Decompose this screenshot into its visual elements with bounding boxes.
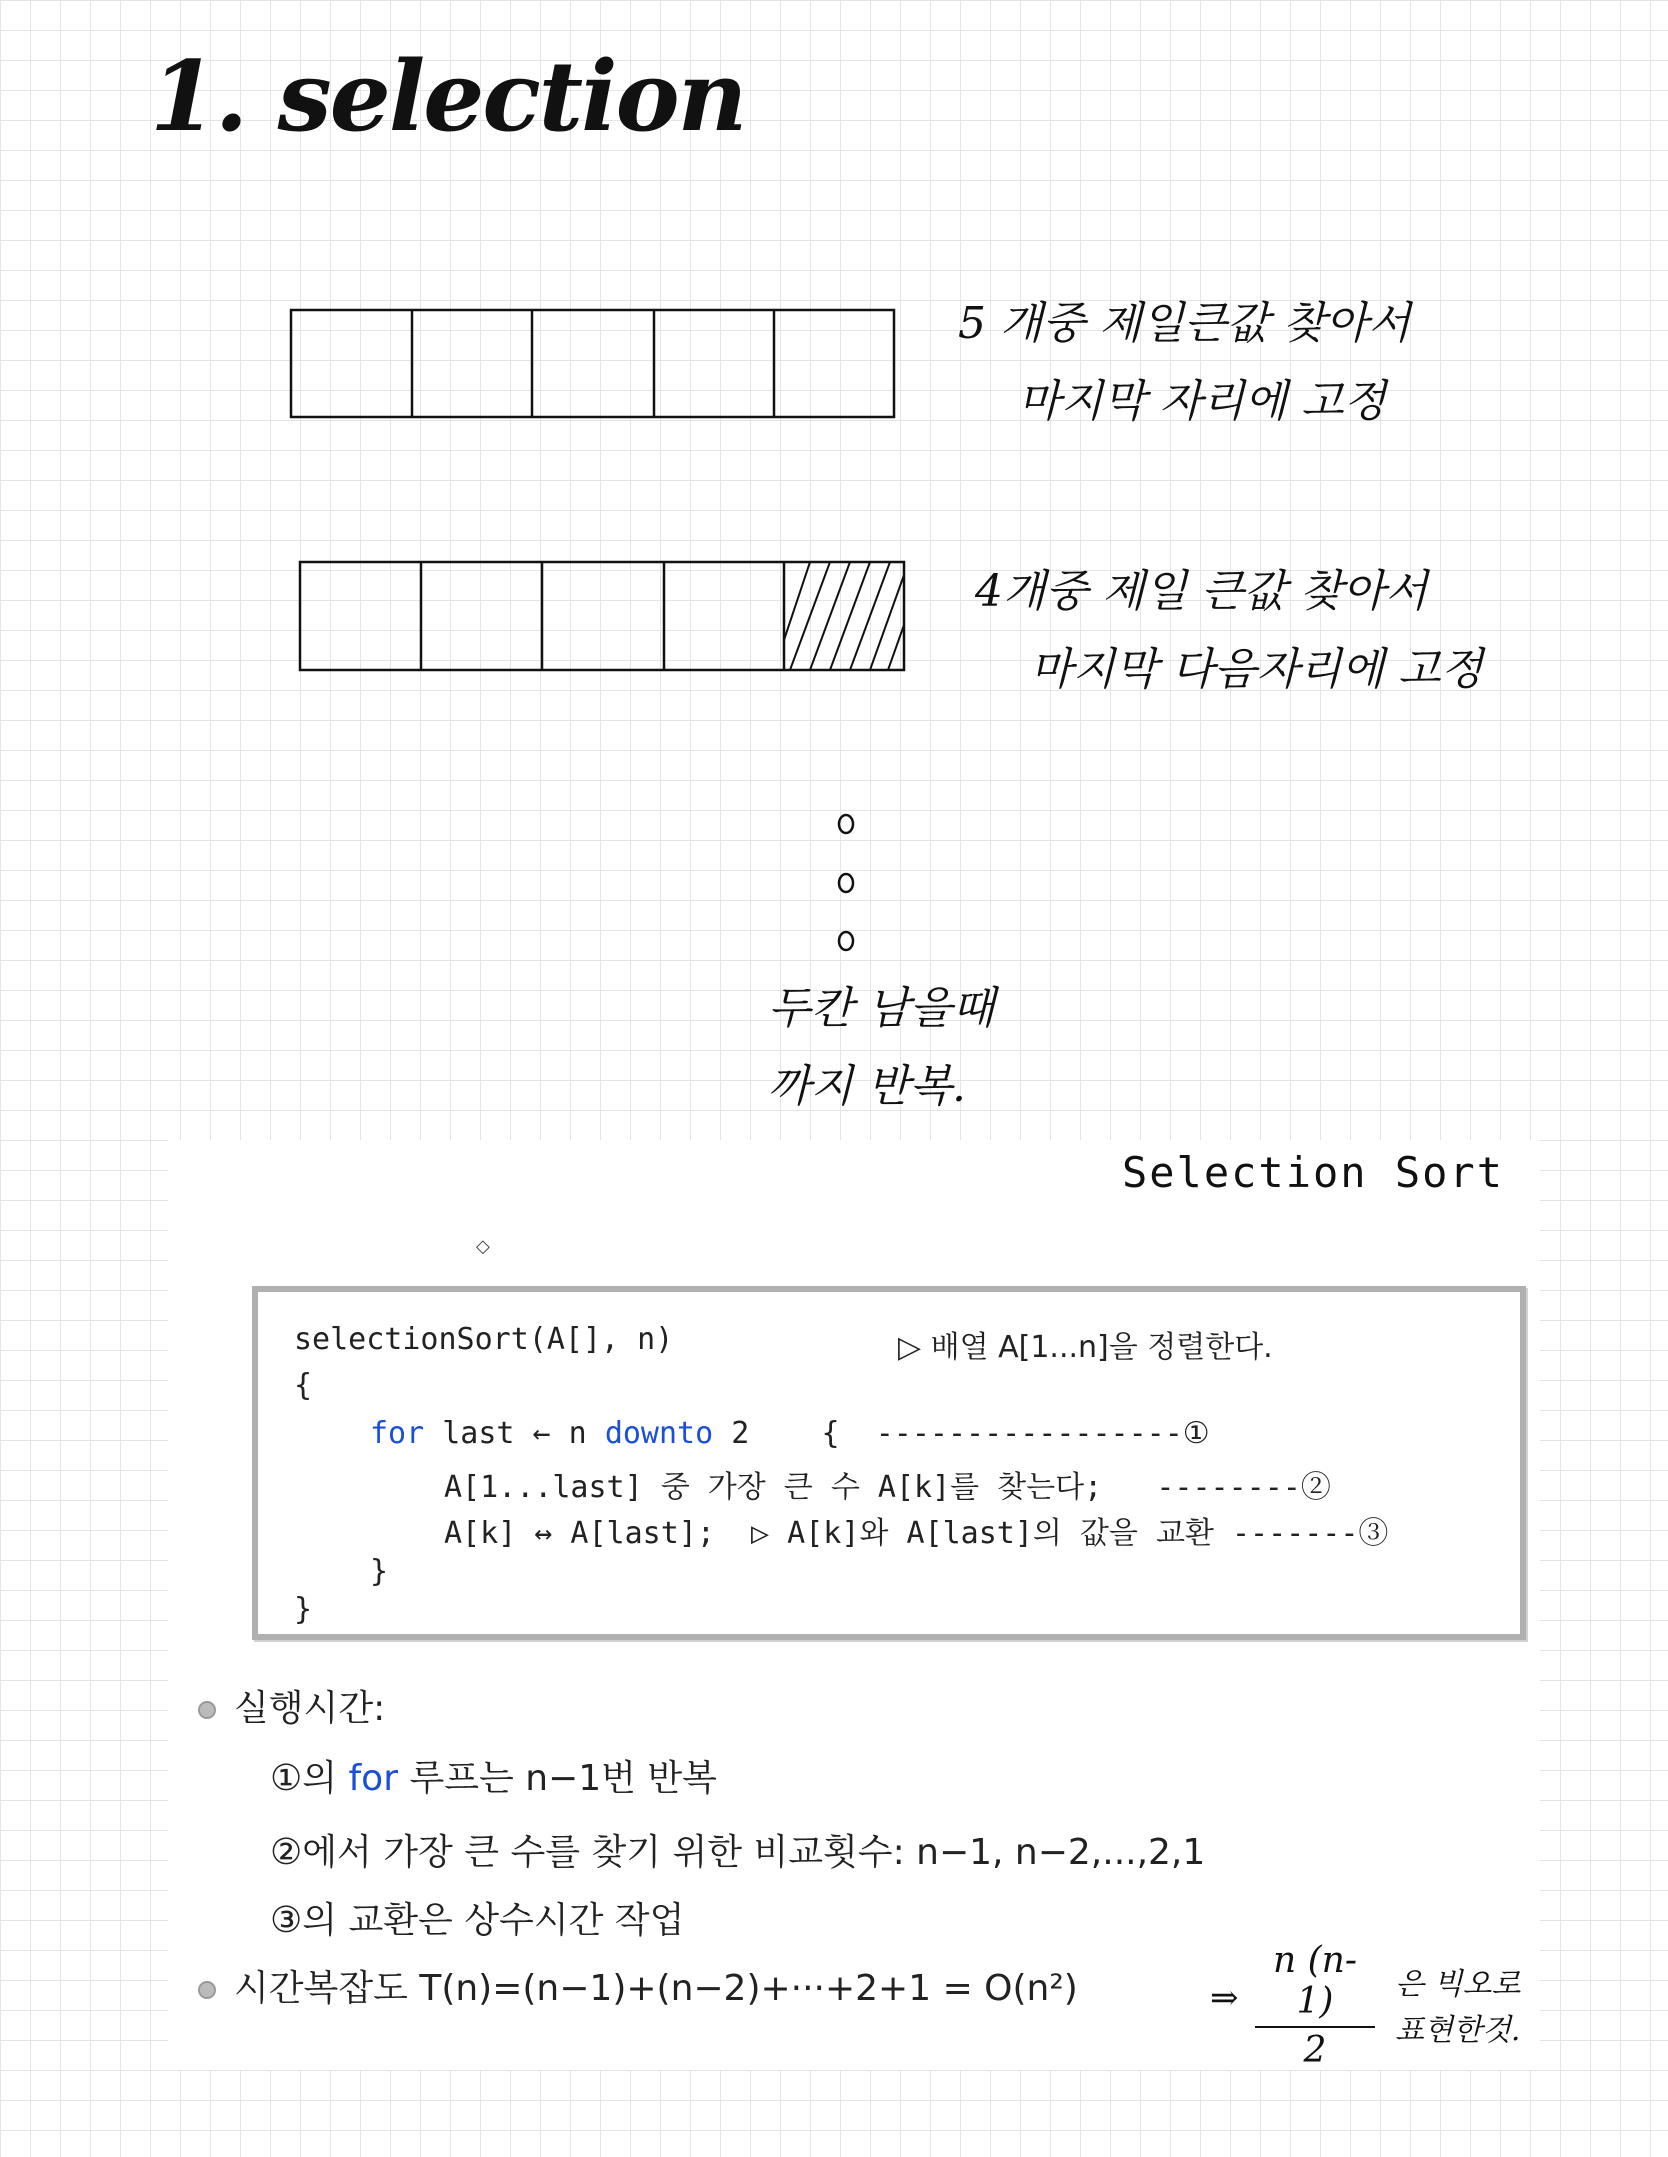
- keyword-for: for: [370, 1416, 425, 1451]
- page-title: 1. selection: [150, 40, 746, 153]
- complexity-text: 시간복잡도 T(n)=(n−1)+(n−2)+···+2+1 = O(n²): [234, 1968, 1078, 2009]
- bullet-icon: [198, 1701, 216, 1719]
- runtime-heading: [198, 1680, 385, 1731]
- keyword-for: for: [348, 1758, 398, 1799]
- code-signature: selectionSort(A[], n): [294, 1322, 674, 1357]
- runtime-text: ①의: [270, 1758, 349, 1799]
- note-find-max-five: [958, 285, 1411, 441]
- big-o-note: [1395, 1962, 1520, 2054]
- note-line: 5 개중 제일큰값 찾아서: [958, 298, 1411, 349]
- code-comment: ▷ 배열 A[1...n]을 정렬한다.: [898, 1330, 1273, 1365]
- note-line: 은 빅오로: [1395, 1967, 1521, 2002]
- bullet-icon: [198, 1981, 216, 1999]
- note-find-max-four: [975, 553, 1483, 709]
- runtime-item: ②에서 가장 큰 수를 찾기 위한 비교횟수: n−1, n−2,...,2,1: [270, 1832, 1206, 1873]
- fraction-annotation: [1255, 1940, 1375, 2071]
- fraction-denominator: 2: [1303, 2030, 1327, 2071]
- runtime-text: 루프는 n−1번 반복: [398, 1758, 717, 1799]
- fraction-numerator: n (n-1): [1255, 1940, 1375, 2028]
- note-line: 까지 반복.: [768, 1061, 966, 1112]
- code-text: last ← n: [424, 1416, 605, 1451]
- note-line: 마지막 다음자리에 고정: [1030, 644, 1484, 695]
- note-line: 두칸 남을때: [768, 983, 995, 1034]
- keyword-downto: downto: [604, 1416, 714, 1451]
- runtime-item: ③의 교환은 상수시간 작업: [270, 1900, 685, 1941]
- pasted-slide: [168, 1140, 1540, 2070]
- note-line: 4개중 제일 큰값 찾아서: [975, 566, 1428, 617]
- code-swap-line: A[k] ↔ A[last]; ▷ A[k]와 A[last]의 값을 교환 -------③: [444, 1516, 1389, 1551]
- note-repeat-until: [768, 970, 995, 1126]
- runtime-label: 실행시간:: [234, 1688, 386, 1729]
- code-brace: }: [370, 1554, 389, 1589]
- shaded-last-cell: [784, 562, 904, 670]
- ellipsis-dots: [839, 815, 853, 950]
- code-brace: }: [294, 1592, 313, 1627]
- pseudocode-box: [252, 1286, 1526, 1640]
- note-line: 마지막 자리에 고정: [1018, 376, 1387, 427]
- slide-title: Selection Sort: [1121, 1148, 1504, 1197]
- code-find-line: A[1...last] 중 가장 큰 수 A[k]를 찾는다; --------②: [444, 1470, 1331, 1505]
- code-brace: {: [294, 1368, 313, 1403]
- note-line: 표현한것.: [1395, 2013, 1521, 2048]
- complexity-line: [198, 1960, 1078, 2011]
- code-for-line: [370, 1416, 1210, 1451]
- runtime-item: [270, 1750, 717, 1801]
- diamond-icon: ◇: [476, 1236, 490, 1257]
- code-text: 2 { -----------------①: [713, 1416, 1210, 1451]
- array-five-cells-second: [300, 562, 904, 670]
- arrow-icon: ⇒: [1210, 1978, 1239, 2018]
- array-five-cells: [291, 310, 894, 417]
